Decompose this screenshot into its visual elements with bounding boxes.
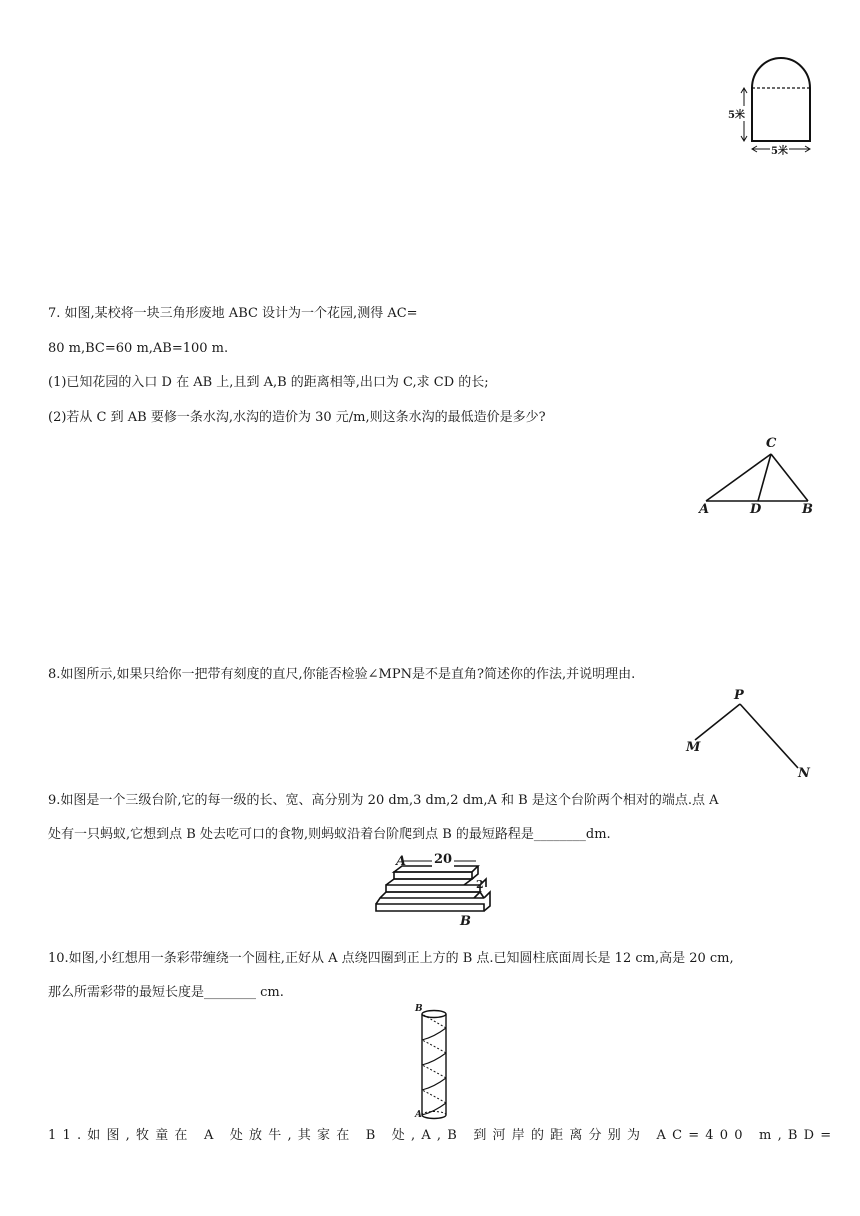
label-p: P [734,688,744,703]
q9-line-2-unit: dm. [585,827,611,842]
figure-triangle-abc [696,436,820,522]
label-b: B [415,1004,423,1014]
label-m: M [686,740,701,755]
q9-line-2-text: 处有一只蚂蚁,它想到点 B 处去吃可口的食物,则蚂蚁沿着台阶爬到点 B 的最短路程是 [48,827,534,842]
q11-line-1: 11.如图,牧童在 A 处放牛,其家在 B 处,A,B 到河岸的距离分别为 AC=400 m,BD= [48,1128,838,1143]
q7-part-2: (2)若从 C 到 AB 要修一条水沟,水沟的造价为 30 元/m,则这条水沟的最低造价是多少? [48,410,546,425]
q10-line-2 [48,984,284,1002]
figure-staircase [368,854,498,932]
q9-line-2 [48,826,611,844]
label-a: A [415,1110,422,1120]
label-b: B [802,502,813,517]
label-c: C [766,436,777,451]
label-d: D [750,502,762,517]
figure-cylinder [412,1004,454,1126]
label-b: B [460,914,471,929]
cylinder-diagram [412,1004,454,1126]
label-n: N [798,766,810,781]
label-height: 2 [476,878,484,891]
label-length: 20 [434,852,453,867]
figure-arch-window [726,48,822,158]
height-label: 5米 [728,106,745,121]
q7-line-2: 80 m,BC=60 m,AB=100 m. [48,341,229,356]
q10-line-2-text: 那么所需彩带的最短长度是 [48,985,205,1000]
label-a: A [699,502,710,517]
q9-answer-blank[interactable]: ________ [533,827,586,842]
q10-line-1: 10.如图,小红想用一条彩带缠绕一个圆柱,正好从 A 点绕四圈到正上方的 B 点.已知圆柱底面周长是 12 cm,高是 20 cm, [48,951,734,966]
label-a: A [396,854,407,869]
q8-line-1: 8.如图所示,如果只给你一把带有刻度的直尺,你能否检验∠MPN是不是直角?简述你的作法,并说明理由. [48,667,636,682]
q7-line-1: 7. 如图,某校将一块三角形废地 ABC 设计为一个花园,测得 AC= [48,306,418,321]
figure-angle-mpn [680,688,820,782]
q10-line-2-unit: cm. [256,985,284,1000]
width-label: 5米 [770,142,789,157]
q7-part-1: (1)已知花园的入口 D 在 AB 上,且到 A,B 的距离相等,出口为 C,求 CD 的长; [48,375,489,390]
q10-answer-blank[interactable]: ________ [204,985,257,1000]
q9-line-1: 9.如图是一个三级台阶,它的每一级的长、宽、高分别为 20 dm,3 dm,2 dm,A 和 B 是这个台阶两个相对的端点.点 A [48,793,719,808]
